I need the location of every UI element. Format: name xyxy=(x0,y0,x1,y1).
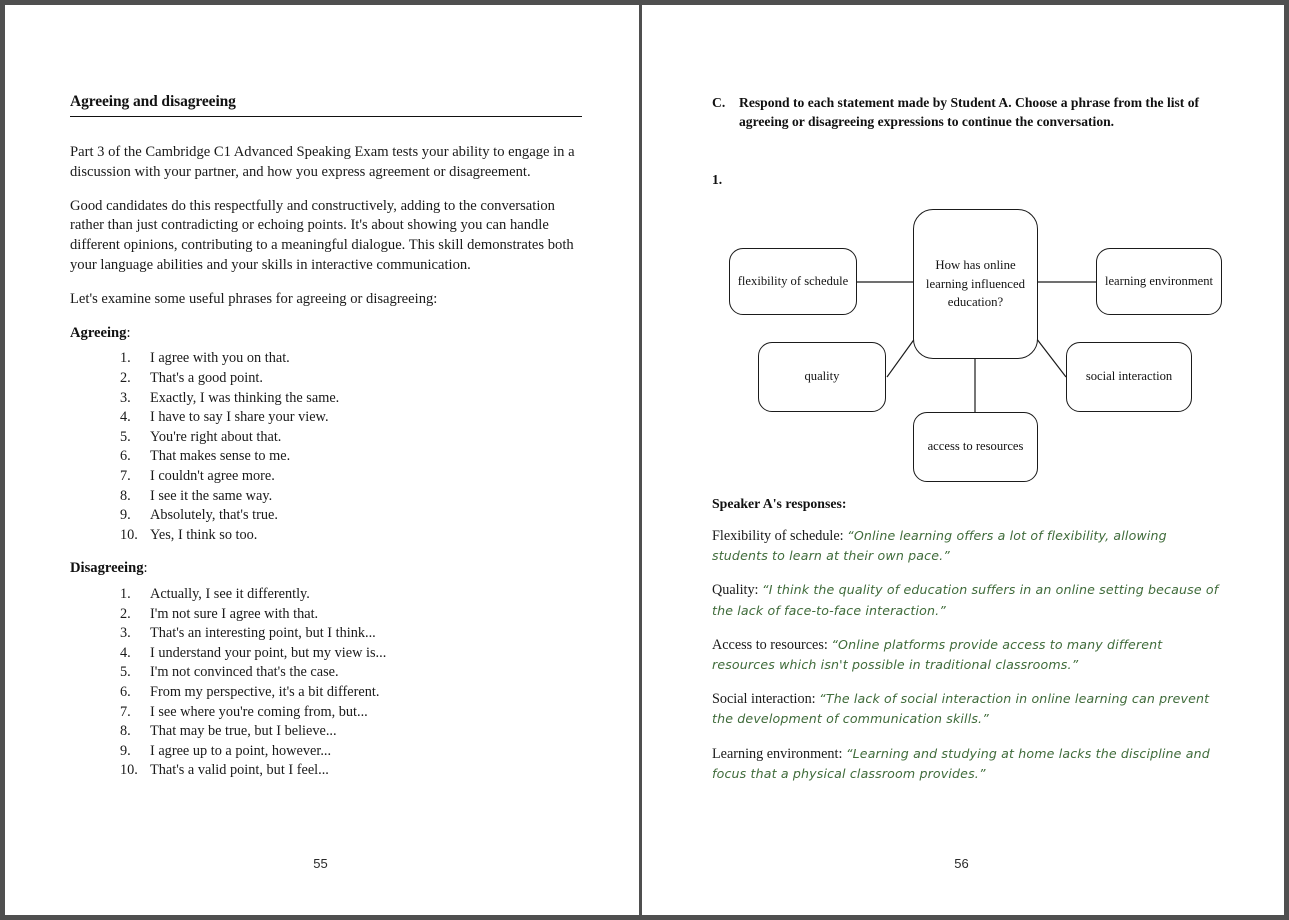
list-item: I'm not sure I agree with that. xyxy=(150,605,319,622)
mindmap-node-social: social interaction xyxy=(1066,342,1192,412)
list-item: I agree up to a point, however... xyxy=(150,742,332,759)
page-number-right: 56 xyxy=(954,856,969,871)
agreeing-section-label xyxy=(70,324,582,344)
mindmap-node-flexibility: flexibility of schedule xyxy=(729,248,857,315)
list-item: That's a valid point, but I feel... xyxy=(150,762,329,779)
response-topic-label: Quality: xyxy=(712,582,759,599)
list-item: I have to say I share your view. xyxy=(150,409,329,426)
mindmap-node-quality: quality xyxy=(758,342,886,412)
intro-paragraph-2: Good candidates do this respectfully and constructively, adding to the conversation rather than just contradicting or echoing points. It's about showing you can handle different opinions, contributing to a meaningful dialogue. This skill demonstrates both your language abilities and your skills in interactive communication. xyxy=(70,197,574,273)
intro-paragraph-3: Let's examine some useful phrases for agreeing or disagreeing: xyxy=(70,290,438,307)
disagreeing-label-text: Disagreeing xyxy=(70,560,144,577)
intro-paragraph-1: Part 3 of the Cambridge C1 Advanced Speaking Exam tests your ability to engage in a discussion with your partner, and how you express agreement or disagreement. xyxy=(70,144,575,180)
response-access xyxy=(712,635,1220,675)
task-instruction xyxy=(712,93,1220,131)
disagreeing-label-colon: : xyxy=(143,560,148,577)
response-quote-text: “The lack of social interaction in online learning can prevent the development of communication skills.” xyxy=(712,691,1210,727)
mindmap-diagram xyxy=(712,194,1220,496)
page-title: Agreeing and disagreeing xyxy=(70,93,236,110)
right-page-content xyxy=(712,93,1220,798)
response-topic-label: Flexibility of schedule: xyxy=(712,528,844,544)
page-number-left: 55 xyxy=(313,856,328,871)
disagreeing-section-label xyxy=(70,559,582,579)
task-letter: C. xyxy=(712,95,726,110)
responses-heading: Speaker A's responses: xyxy=(712,496,847,511)
list-item: From my perspective, it's a bit different. xyxy=(150,684,380,701)
agreeing-label-colon: : xyxy=(126,324,131,341)
list-item: Actually, I see it differently. xyxy=(150,586,310,603)
response-topic-label: Access to resources: xyxy=(712,636,828,653)
list-item: Absolutely, that's true. xyxy=(150,507,278,524)
list-item: I see where you're coming from, but... xyxy=(150,703,368,720)
list-item: That's an interesting point, but I think... xyxy=(150,625,376,642)
list-item: I see it the same way. xyxy=(150,487,273,504)
heading-divider xyxy=(70,116,582,117)
list-item: That may be true, but I believe... xyxy=(150,723,337,740)
agreeing-label-text: Agreeing xyxy=(70,324,127,341)
mindmap-node-environment: learning environment xyxy=(1096,248,1222,315)
exercise-item-number: 1. xyxy=(712,172,723,187)
response-quote-text: “Online learning offers a lot of flexibility, allowing students to learn at their own pace.” xyxy=(712,528,1167,564)
list-item: That's a good point. xyxy=(150,369,263,386)
list-item: I couldn't agree more. xyxy=(150,467,275,484)
list-item: Exactly, I was thinking the same. xyxy=(150,389,340,406)
page-left-body xyxy=(5,5,639,915)
list-item: I'm not convinced that's the case. xyxy=(150,664,339,681)
response-topic-label: Learning environment: xyxy=(712,745,843,762)
mindmap-node-center: How has online learning influenced education? xyxy=(913,209,1038,359)
response-flexibility xyxy=(712,526,1220,566)
list-item: I agree with you on that. xyxy=(150,350,290,367)
task-instruction-text: Respond to each statement made by Student A. Choose a phrase from the list of agreeing or disagreeing expressions to continue the conversation. xyxy=(739,95,1200,129)
list-item: That makes sense to me. xyxy=(150,448,291,465)
response-social xyxy=(712,689,1220,729)
page-right xyxy=(642,5,1281,915)
response-environment xyxy=(712,744,1220,784)
response-quote-text: “I think the quality of education suffers in an online setting because of the lack of face-to-face interaction.” xyxy=(712,582,1219,618)
mindmap-node-access: access to resources xyxy=(913,412,1038,482)
response-topic-label: Social interaction: xyxy=(712,691,816,708)
list-item: Yes, I think so too. xyxy=(150,526,258,543)
left-page-content xyxy=(70,93,582,795)
page-left xyxy=(5,5,642,915)
list-item: I understand your point, but my view is... xyxy=(150,644,387,661)
disagreeing-phrase-list xyxy=(70,585,582,781)
agreeing-phrase-list xyxy=(70,349,582,545)
list-item: You're right about that. xyxy=(150,428,282,445)
page-right-body xyxy=(642,5,1281,915)
response-quote-text: “Online platforms provide access to many different resources which isn't possible in traditional classrooms.” xyxy=(712,636,1163,673)
response-quality xyxy=(712,580,1220,620)
response-quote-text: “Learning and studying at home lacks the discipline and focus that a physical classroom provides.” xyxy=(712,745,1210,781)
